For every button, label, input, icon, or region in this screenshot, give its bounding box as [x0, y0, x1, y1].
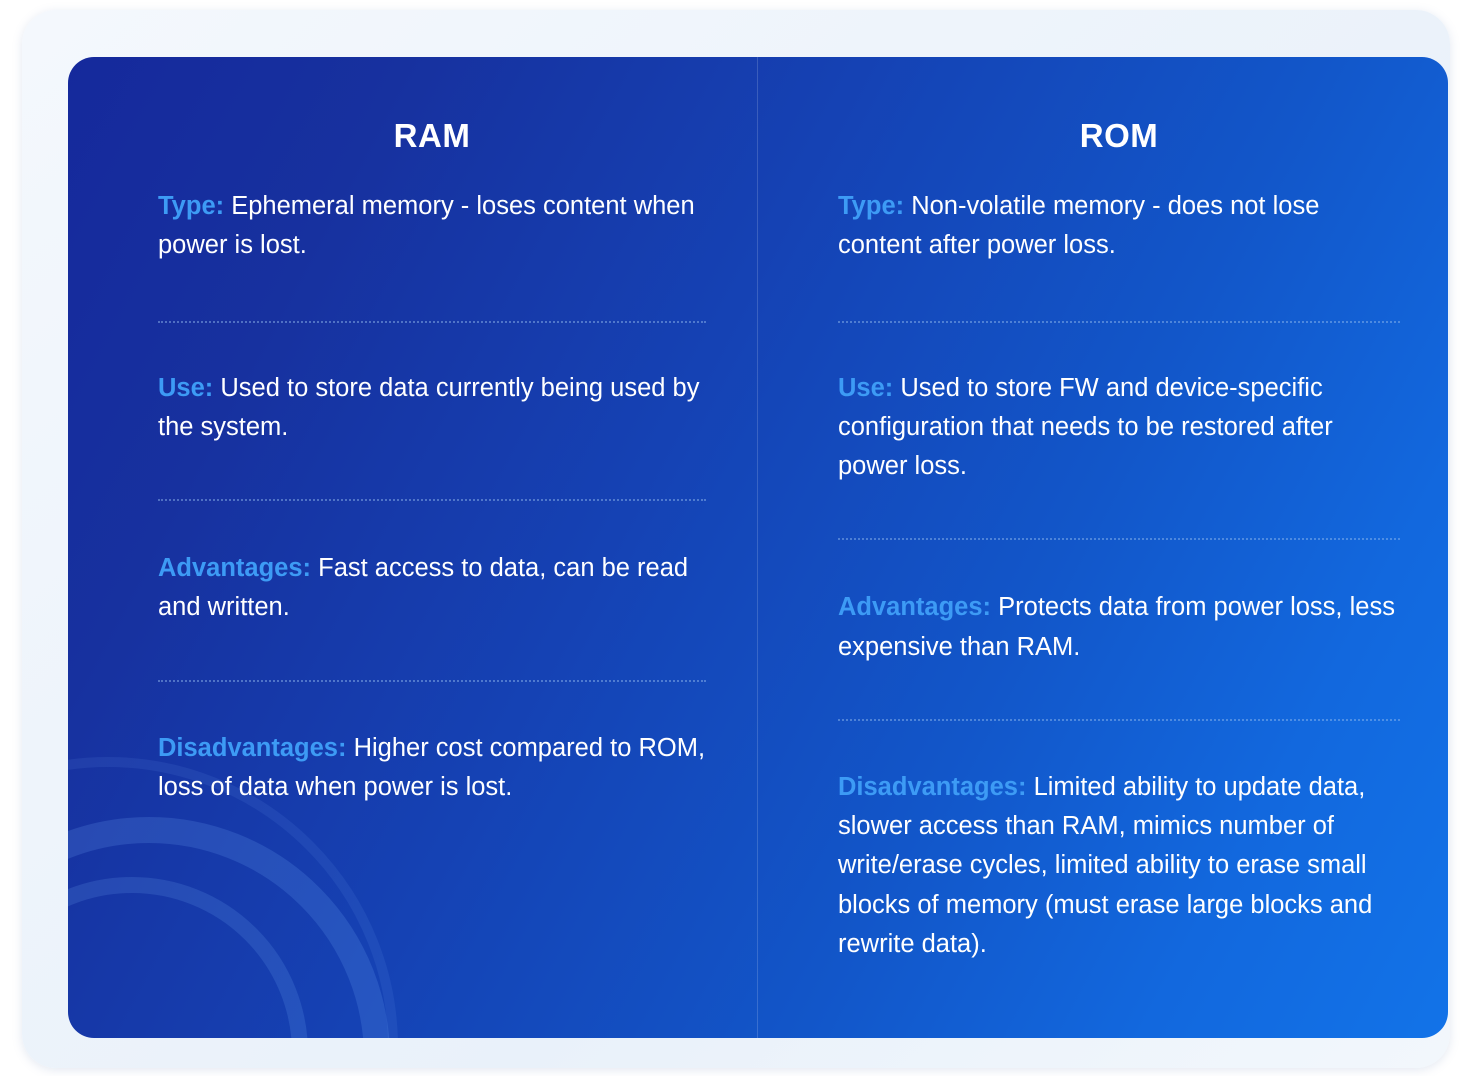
rom-row-disadvantages-text [838, 768, 1400, 964]
rom-divider-1 [838, 321, 1400, 323]
rom-row-type-label: Type: [838, 192, 905, 220]
rom-row-type-value: Non-volatile memory - does not lose content after power loss. [838, 192, 1320, 260]
ram-row-type-label: Type: [158, 192, 225, 220]
ram-row-type [158, 187, 706, 266]
ram-row-use-text [158, 369, 706, 448]
column-title-ram: RAM [393, 117, 471, 154]
ram-row-advantages-text [158, 549, 706, 628]
column-title-rom: ROM [1079, 117, 1159, 154]
rom-row-disadvantages-label: Disadvantages: [838, 772, 1027, 801]
ram-row-use-label: Use: [158, 373, 214, 402]
comparison-card [68, 57, 1448, 1038]
rom-row-advantages-value: Protects data from power loss, less expensive than RAM. [838, 593, 1395, 661]
ram-row-disadvantages [158, 729, 706, 808]
rom-rows [838, 187, 1400, 964]
ram-divider-3 [158, 680, 706, 682]
rom-row-use-value: Used to store FW and device-specific configuration that needs to be restored after power loss. [838, 373, 1333, 481]
ram-row-disadvantages-value: Higher cost compared to ROM, loss of data when power is lost. [158, 733, 706, 801]
column-rom [758, 57, 1448, 1038]
rom-row-use-text [838, 369, 1400, 487]
columns-container [68, 57, 1448, 1038]
ram-divider-2 [158, 499, 706, 501]
ram-row-disadvantages-text [158, 729, 706, 808]
rom-row-advantages-label: Advantages: [838, 593, 992, 622]
page-frame [22, 10, 1450, 1068]
ram-row-type-text [158, 187, 706, 266]
rom-divider-2 [838, 538, 1400, 540]
rom-row-advantages-text [838, 588, 1400, 667]
ram-row-disadvantages-label: Disadvantages: [158, 733, 347, 762]
ram-row-use [158, 369, 706, 448]
rom-row-type-text [838, 187, 1400, 266]
rom-row-use-label: Use: [838, 373, 894, 402]
rom-row-disadvantages [838, 768, 1400, 964]
rom-row-use [838, 369, 1400, 487]
rom-row-advantages [838, 588, 1400, 667]
column-ram [68, 57, 758, 1038]
ram-divider-1 [158, 321, 706, 323]
rom-row-disadvantages-value: Limited ability to update data, slower access than RAM, mimics number of write/erase cycles, limited ability to erase small blocks of memory (must erase large blocks and rewrite data). [838, 772, 1373, 958]
rom-row-type [838, 187, 1400, 266]
ram-row-advantages-value: Fast access to data, can be read and written. [158, 554, 689, 622]
ram-row-advantages [158, 549, 706, 628]
ram-row-type-value: Ephemeral memory - loses content when power is lost. [158, 192, 695, 260]
ram-row-use-value: Used to store data currently being used by the system. [158, 373, 700, 441]
rom-divider-3 [838, 719, 1400, 721]
ram-row-advantages-label: Advantages: [158, 554, 312, 583]
ram-rows [158, 187, 706, 807]
